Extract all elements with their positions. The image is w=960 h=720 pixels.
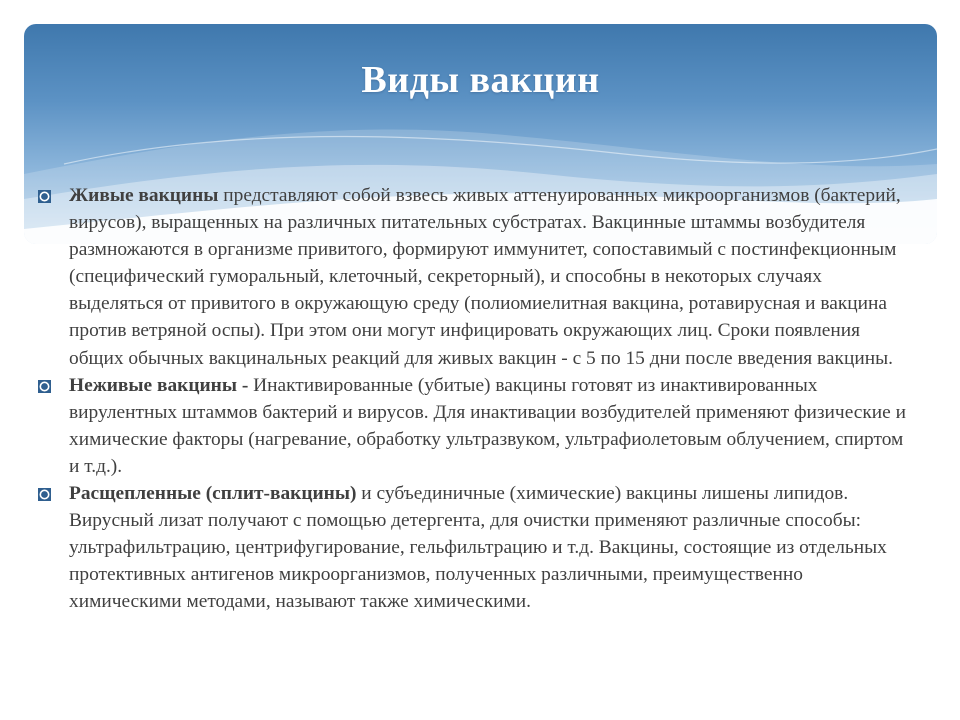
boxed-circle-bullet-icon xyxy=(38,182,58,209)
boxed-circle-bullet-icon xyxy=(38,480,58,507)
list-item xyxy=(38,372,918,480)
boxed-circle-bullet-icon xyxy=(38,372,58,399)
item-text: представляют собой взвесь живых аттенуированных микроорганизмов (бактерий, вирусов), выращенных на различных питательных субстратах. Вакцинные штаммы возбудителя размножаются в организме привитого, формируют иммунитет, сопоставимый с постинфекционным (специфический гуморальный, клеточный, секреторный), и способны в некоторых случаях выделяться от привитого в окружающую среду (полиомиелитная вакцина, ротавирусная и вакцина против ветряной оспы). При этом они могут инфицировать окружающих лиц. Сроки появления общих обычных вакцинальных реакций для живых вакцин - с 5 по 15 дни после введения вакцины. xyxy=(69,185,901,369)
item-lead: Расщепленные (сплит-вакцины) xyxy=(69,483,357,505)
list-item xyxy=(38,480,918,615)
item-lead: Живые вакцины xyxy=(69,185,219,206)
slide-title: Виды вакцин xyxy=(361,59,600,101)
item-text: и субъединичные (химические) вакцины лишены липидов. Вирусный лизат получают с помощью детергента, для очистки применяют различные способы: ультрафильтрацию, центрифугирование, гельфильтрацию и т.д. Вакцины, состоящие из отдельных протективных антигенов микроорганизмов, полученных различными, преимущественно химическими методами, называют также химическими. xyxy=(69,483,887,613)
bullet-list xyxy=(38,182,918,616)
item-lead: Неживые вакцины - xyxy=(69,374,249,396)
list-item xyxy=(38,182,918,372)
item-text: Инактивированные (убитые) вакцины готовят из инактивированных вирулентных штаммов бактерий и вирусов. Для инактивации возбудителей применяют физические и химические факторы (нагревание, обработку ультразвуком, ультрафиолетовым облучением, спиртом и т.д.). xyxy=(69,374,907,477)
